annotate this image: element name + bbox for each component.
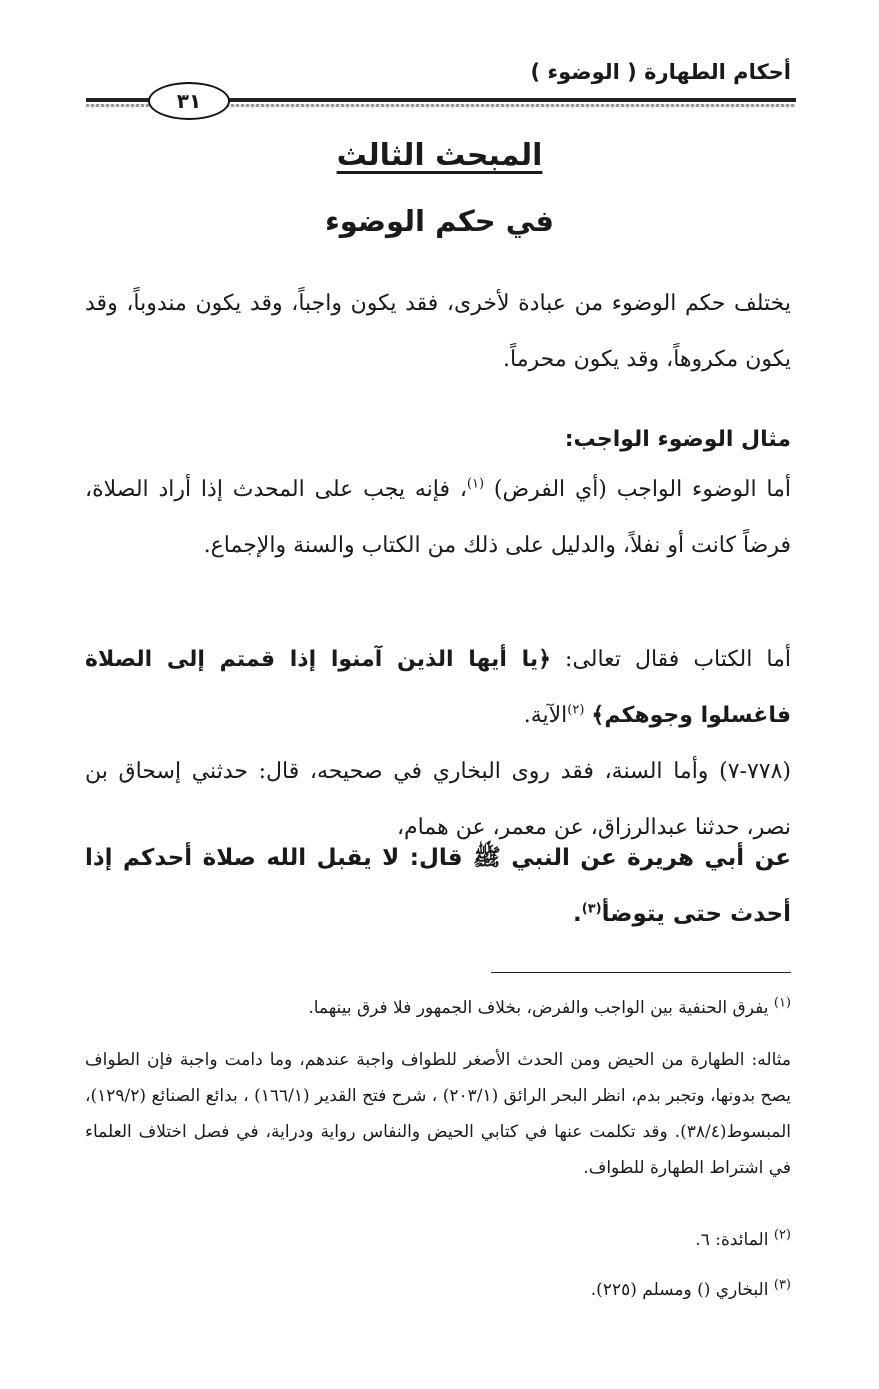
footnote-ref-2[interactable]: (٢) bbox=[567, 702, 585, 718]
footnote-1 bbox=[85, 990, 791, 1026]
section-heading: المبحث الثالث bbox=[336, 138, 543, 173]
footnote-3 bbox=[85, 1272, 791, 1308]
subheading-obligatory: مثال الوضوء الواجب: bbox=[564, 427, 791, 452]
obligatory-text-a: أما الوضوء الواجب (أي الفرض) bbox=[493, 477, 791, 502]
hadith-end: . bbox=[572, 901, 582, 927]
paragraph-book bbox=[85, 632, 791, 744]
book-intro: أما الكتاب فقال تعالى: bbox=[565, 647, 791, 672]
topic-heading: في حكم الوضوء bbox=[324, 204, 555, 238]
verse-tail: الآية. bbox=[523, 703, 568, 728]
running-title: أحكام الطهارة ( الوضوء ) bbox=[530, 60, 791, 84]
hadith-text: عن أبي هريرة عن النبي ﷺ قال: لا يقبل الله صلاة أحدكم إذا أحدث حتى يتوضأ bbox=[85, 845, 791, 927]
footnote-3-text: البخاري () ومسلم (٢٢٥). bbox=[590, 1280, 769, 1300]
footnote-2-text: المائدة: ٦. bbox=[695, 1230, 769, 1250]
paragraph-sunnah: (٧٧٨-٧) وأما السنة، فقد روى البخاري في صحيحه، قال: حدثني إسحاق بن نصر، حدثنا عبدالرزاق، عن معمر، عن همام، bbox=[85, 759, 791, 840]
footnote-3-ref: (٣) bbox=[773, 1277, 791, 1293]
page-number: ٣١ bbox=[176, 89, 202, 113]
footnote-2-ref: (٢) bbox=[773, 1227, 791, 1243]
paragraph-obligatory bbox=[85, 462, 791, 574]
footnote-ref-1[interactable]: (١) bbox=[466, 476, 485, 492]
hadith-paragraph bbox=[85, 830, 791, 942]
footnote-1-ref: (١) bbox=[773, 995, 791, 1011]
footnote-1-example: مثاله: الطهارة من الحيض ومن الحدث الأصغر للطواف واجبة عندهم، وما دامت واجبة فإن الطواف يصح بدونها، وتجبر بدم، انظر البحر الرائق (٢٠٣/١) ، شرح فتح القدير (١٦٦/١) ، بدائع الصنائع (١٢٩/٢)، المبسوط(٣٨/٤). وقد تكلمت عنها في كتابي الحيض والنفاس رواية ودراية، في فصل اختلاف العلماء في اشتراط الطهارة للطواف. bbox=[85, 1050, 791, 1178]
footnote-2 bbox=[85, 1222, 791, 1258]
footnote-separator bbox=[491, 972, 791, 973]
footnote-1-text: يفرق الحنفية بين الواجب والفرض، بخلاف الجمهور فلا فرق بينهما. bbox=[308, 998, 769, 1018]
page-number-badge bbox=[148, 82, 230, 120]
footnote-ref-3[interactable]: (٣) bbox=[581, 901, 602, 917]
quran-verse: ﴿يا أيها الذين آمنوا إذا قمتم إلى الصلاة فاغسلوا وجوهكم﴾ bbox=[85, 647, 791, 728]
footnote-1-continued bbox=[85, 1042, 791, 1186]
intro-paragraph: يختلف حكم الوضوء من عبادة لأخرى، فقد يكون واجباً، وقد يكون مندوباً، وقد يكون مكروهاً، وقد يكون محرماً. bbox=[85, 291, 791, 372]
obligatory-text-b: ، فإنه يجب على المحدث إذا أراد الصلاة، فرضاً كانت أو نفلاً، والدليل على ذلك من الكتاب والسنة والإجماع. bbox=[85, 477, 791, 558]
